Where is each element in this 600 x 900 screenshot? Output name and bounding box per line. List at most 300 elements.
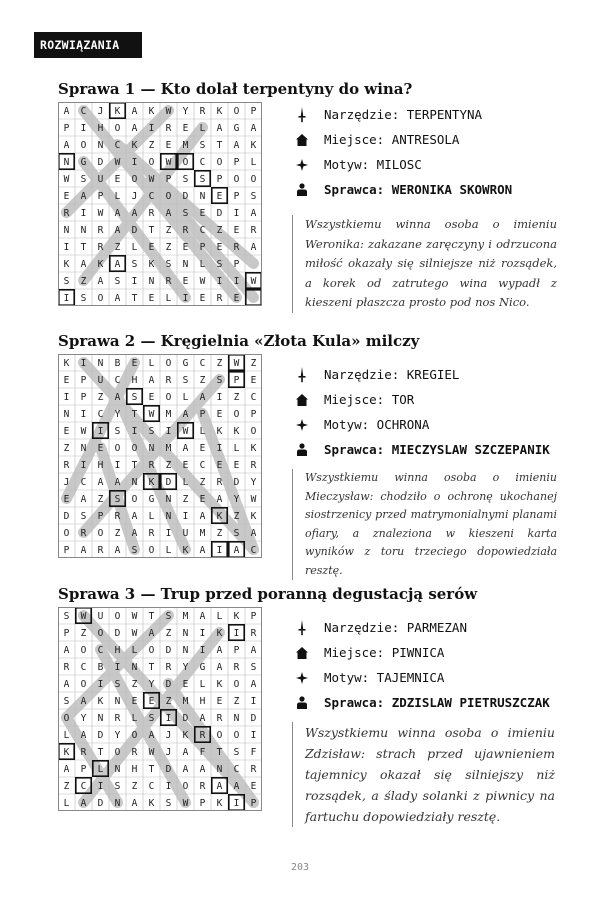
grid-letter: W xyxy=(131,611,138,622)
grid-letter: A xyxy=(63,140,70,151)
grid-letter: I xyxy=(114,460,121,471)
grid-letter: S xyxy=(131,545,138,556)
grid-letter: N xyxy=(216,764,223,775)
grid-letter: H xyxy=(114,645,121,656)
grid-letter: F xyxy=(250,747,257,758)
grid-letter: A xyxy=(131,123,138,134)
grid-letter: Y xyxy=(114,409,121,420)
grid-letter: O xyxy=(148,645,155,656)
clue-list xyxy=(296,362,586,462)
grid-letter: G xyxy=(182,358,189,369)
grid-letter: I xyxy=(199,645,206,656)
word-search-grid xyxy=(58,354,262,558)
grid-letter: K xyxy=(63,358,70,369)
grid-letter: C xyxy=(199,225,206,236)
grid-letter: N xyxy=(182,645,189,656)
clue-motive-text: Motyw: OCHRONA xyxy=(324,417,430,432)
grid-letter: A xyxy=(80,696,87,707)
grid-letter: S xyxy=(63,276,70,287)
grid-letter: L xyxy=(114,191,121,202)
grid-letter: A xyxy=(199,764,206,775)
grid-letter: S xyxy=(199,174,206,185)
grid-letter: M xyxy=(165,443,172,454)
grid-letter: I xyxy=(80,208,87,219)
grid-letter: K xyxy=(216,426,223,437)
grid-letter: D xyxy=(165,477,172,488)
grid-letter: P xyxy=(63,545,70,556)
grid-letter: A xyxy=(216,662,223,673)
grid-letter: E xyxy=(250,781,257,792)
house-icon xyxy=(296,132,308,148)
grid-letter: S xyxy=(114,679,121,690)
grid-letter: L xyxy=(63,798,70,809)
grid-letter: I xyxy=(165,528,172,539)
grid-letter: W xyxy=(80,426,87,437)
grid-letter: Y xyxy=(148,679,155,690)
grid-letter: A xyxy=(216,781,223,792)
grid-letter: O xyxy=(233,409,240,420)
grid-letter: A xyxy=(80,494,87,505)
grid-letter: A xyxy=(250,645,257,656)
grid-letter: N xyxy=(63,157,70,168)
grid-letter: E xyxy=(182,242,189,253)
grid-letter: A xyxy=(216,645,223,656)
grid-letter: T xyxy=(97,747,104,758)
grid-letter: R xyxy=(165,276,172,287)
grid-letter: A xyxy=(182,409,189,420)
person-icon xyxy=(296,442,308,458)
grid-letter: P xyxy=(233,157,240,168)
grid-letter: P xyxy=(250,106,257,117)
grid-letter: A xyxy=(148,628,155,639)
grid-letter: W xyxy=(165,106,172,117)
case-title: Sprawa 2 — Kręgielnia «Złota Kula» milczy xyxy=(58,332,420,350)
grid-letter: I xyxy=(80,123,87,134)
grid-letter: K xyxy=(233,611,240,622)
grid-letter: K xyxy=(216,798,223,809)
grid-letter: I xyxy=(165,426,172,437)
grid-letter: O xyxy=(233,730,240,741)
grid-letter: I xyxy=(250,730,257,741)
grid-letter: W xyxy=(182,798,189,809)
grid-letter: S xyxy=(250,662,257,673)
grid-letter: O xyxy=(216,730,223,741)
grid-letter: L xyxy=(131,645,138,656)
grid-letter: D xyxy=(250,713,257,724)
grid-letter: A xyxy=(199,713,206,724)
grid-letter: Z xyxy=(165,242,172,253)
grid-letter: N xyxy=(199,191,206,202)
grid-letter: W xyxy=(97,208,104,219)
grid-letter: C xyxy=(148,781,155,792)
grid-letter: R xyxy=(233,662,240,673)
grid-letter: A xyxy=(80,259,87,270)
grid-letter: O xyxy=(80,645,87,656)
grid-letter: E xyxy=(250,375,257,386)
grid-letter: I xyxy=(233,276,240,287)
grid-letter: R xyxy=(114,713,121,724)
grid-letter: S xyxy=(131,392,138,403)
grid-letter: Z xyxy=(148,140,155,151)
grid-letter: E xyxy=(233,460,240,471)
grid-letter: K xyxy=(148,106,155,117)
grid-letter: R xyxy=(250,460,257,471)
grid-letter: G xyxy=(199,662,206,673)
grid-letter: D xyxy=(165,645,172,656)
grid-letter: R xyxy=(97,242,104,253)
grid-letter: I xyxy=(131,426,138,437)
grid-letter: T xyxy=(148,764,155,775)
grid-letter: J xyxy=(63,477,70,488)
grid-letter: L xyxy=(97,764,104,775)
grid-letter: K xyxy=(97,259,104,270)
grid-letter: O xyxy=(114,611,121,622)
grid-letter: K xyxy=(182,545,189,556)
grid-letter: D xyxy=(182,713,189,724)
grid-letter: W xyxy=(131,628,138,639)
grid-letter: A xyxy=(199,545,206,556)
grid-letter: Z xyxy=(165,225,172,236)
grid-letter: R xyxy=(250,628,257,639)
grid-letter: A xyxy=(250,208,257,219)
grid-letter: E xyxy=(131,358,138,369)
grid-letter: N xyxy=(63,225,70,236)
grid-letter: I xyxy=(233,208,240,219)
grid-letter: T xyxy=(148,611,155,622)
grid-letter: C xyxy=(97,409,104,420)
grid-letter: H xyxy=(199,696,206,707)
grid-letter: S xyxy=(114,426,121,437)
grid-letter: S xyxy=(216,259,223,270)
grid-letter: S xyxy=(148,713,155,724)
grid-letter: K xyxy=(97,696,104,707)
grid-letter: E xyxy=(165,140,172,151)
clue-tool xyxy=(296,102,586,127)
clue-place xyxy=(296,127,586,152)
grid-letter: E xyxy=(148,696,155,707)
grid-letter: I xyxy=(165,781,172,792)
grid-letter: P xyxy=(199,798,206,809)
clue-list xyxy=(296,615,586,715)
grid-letter: I xyxy=(63,293,70,304)
grid-letter: D xyxy=(216,208,223,219)
grid-letter: O xyxy=(233,106,240,117)
grid-letter: Z xyxy=(165,460,172,471)
grid-letter: Z xyxy=(216,528,223,539)
grid-letter: O xyxy=(80,140,87,151)
grid-letter: C xyxy=(80,106,87,117)
grid-letter: R xyxy=(63,208,70,219)
clue-motive xyxy=(296,412,586,437)
grid-letter: A xyxy=(114,208,121,219)
grid-letter: I xyxy=(148,123,155,134)
case-note: Wszystkiemu winna osoba o imieniu Zdzisław: strach przed ujawnieniem tajemnicy okazał się silniejszy niż rozsądek, a ślady solanki z piwnicy na fartuchu dopowiedziały resztę. xyxy=(292,722,555,827)
clue-motive xyxy=(296,665,586,690)
grid-letter: B xyxy=(114,358,121,369)
grid-letter: L xyxy=(199,426,206,437)
grid-letter: R xyxy=(114,511,121,522)
clue-place-text: Miejsce: PIWNICA xyxy=(324,645,445,660)
grid-letter: T xyxy=(131,293,138,304)
grid-letter: E xyxy=(148,293,155,304)
dagger-icon xyxy=(296,620,308,636)
grid-letter: E xyxy=(216,242,223,253)
grid-letter: N xyxy=(148,443,155,454)
grid-letter: P xyxy=(63,123,70,134)
grid-letter: R xyxy=(199,106,206,117)
case-title: Sprawa 3 — Trup przed poranną degustacją serów xyxy=(58,585,478,603)
grid-letter: A xyxy=(233,140,240,151)
grid-letter: K xyxy=(216,106,223,117)
grid-letter: I xyxy=(182,511,189,522)
grid-letter: O xyxy=(216,157,223,168)
grid-letter: A xyxy=(114,477,121,488)
grid-letter: A xyxy=(165,208,172,219)
grid-letter: P xyxy=(216,174,223,185)
grid-letter: W xyxy=(148,409,155,420)
grid-letter: L xyxy=(131,242,138,253)
grid-letter: H xyxy=(97,123,104,134)
grid-letter: K xyxy=(233,426,240,437)
grid-letter: Z xyxy=(233,511,240,522)
grid-letter: S xyxy=(114,781,121,792)
grid-letter: Z xyxy=(80,628,87,639)
grid-letter: S xyxy=(165,798,172,809)
clue-culprit xyxy=(296,177,586,202)
clue-motive-text: Motyw: MILOSC xyxy=(324,157,422,172)
grid-letter: Y xyxy=(114,730,121,741)
grid-letter: O xyxy=(80,679,87,690)
grid-letter: R xyxy=(148,528,155,539)
grid-letter: L xyxy=(165,293,172,304)
grid-letter: R xyxy=(165,662,172,673)
page-number: 203 xyxy=(290,862,310,873)
clue-place xyxy=(296,387,586,412)
grid-letter: O xyxy=(233,679,240,690)
grid-letter: T xyxy=(216,140,223,151)
grid-letter: O xyxy=(250,426,257,437)
grid-letter: P xyxy=(233,259,240,270)
grid-letter: L xyxy=(182,392,189,403)
grid-letter: A xyxy=(97,477,104,488)
grid-letter: N xyxy=(80,225,87,236)
grid-letter: Z xyxy=(216,358,223,369)
grid-letter: L xyxy=(63,730,70,741)
grid-letter: C xyxy=(114,375,121,386)
grid-letter: N xyxy=(63,409,70,420)
clue-tool xyxy=(296,615,586,640)
grid-letter: A xyxy=(131,208,138,219)
grid-letter: A xyxy=(131,798,138,809)
grid-letter: B xyxy=(97,662,104,673)
grid-letter: A xyxy=(250,242,257,253)
grid-letter: P xyxy=(233,191,240,202)
grid-letter: I xyxy=(80,460,87,471)
grid-letter: Z xyxy=(165,696,172,707)
grid-letter: E xyxy=(216,696,223,707)
grid-letter: S xyxy=(80,293,87,304)
person-icon xyxy=(296,695,308,711)
grid-letter: I xyxy=(165,713,172,724)
grid-letter: U xyxy=(182,528,189,539)
grid-letter: O xyxy=(131,174,138,185)
grid-letter: P xyxy=(199,409,206,420)
grid-letter: M xyxy=(182,696,189,707)
grid-letter: E xyxy=(216,191,223,202)
grid-letter: N xyxy=(182,259,189,270)
grid-letter: G xyxy=(148,494,155,505)
grid-letter: S xyxy=(250,191,257,202)
grid-letter: C xyxy=(199,460,206,471)
grid-letter: T xyxy=(131,409,138,420)
grid-letter: N xyxy=(182,628,189,639)
grid-letter: P xyxy=(250,798,257,809)
grid-letter: O xyxy=(114,747,121,758)
grid-letter: L xyxy=(250,157,257,168)
grid-letter: P xyxy=(63,628,70,639)
grid-letter: S xyxy=(216,375,223,386)
grid-letter: R xyxy=(182,225,189,236)
grid-letter: J xyxy=(165,747,172,758)
grid-letter: Z xyxy=(131,781,138,792)
grid-letter: L xyxy=(199,259,206,270)
grid-letter: G xyxy=(233,123,240,134)
dagger-icon xyxy=(296,107,308,123)
grid-letter: A xyxy=(114,392,121,403)
grid-letter: N xyxy=(97,358,104,369)
grid-letter: O xyxy=(97,528,104,539)
grid-letter: R xyxy=(63,460,70,471)
grid-letter: A xyxy=(233,545,240,556)
grid-letter: D xyxy=(63,511,70,522)
grid-letter: I xyxy=(216,392,223,403)
grid-letter: P xyxy=(250,409,257,420)
grid-letter: E xyxy=(182,276,189,287)
clue-list xyxy=(296,102,586,202)
grid-letter: N xyxy=(97,140,104,151)
grid-letter: S xyxy=(199,140,206,151)
clue-tool-text: Narzędzie: KREGIEL xyxy=(324,367,460,382)
grid-letter: K xyxy=(216,679,223,690)
grid-letter: K xyxy=(250,443,257,454)
grid-letter: I xyxy=(233,798,240,809)
clue-culprit xyxy=(296,690,586,715)
grid-letter: A xyxy=(131,511,138,522)
grid-letter: K xyxy=(148,477,155,488)
grid-letter: D xyxy=(114,628,121,639)
grid-letter: S xyxy=(165,259,172,270)
grid-svg xyxy=(58,607,262,811)
grid-letter: Z xyxy=(131,679,138,690)
grid-letter: S xyxy=(148,426,155,437)
grid-letter: R xyxy=(148,208,155,219)
grid-letter: F xyxy=(199,747,206,758)
grid-letter: C xyxy=(80,477,87,488)
grid-letter: M xyxy=(182,140,189,151)
grid-letter: N xyxy=(131,477,138,488)
grid-letter: N xyxy=(233,713,240,724)
grid-letter: Y xyxy=(182,106,189,117)
grid-letter: A xyxy=(63,764,70,775)
grid-letter: R xyxy=(63,662,70,673)
grid-letter: P xyxy=(250,611,257,622)
grid-letter: R xyxy=(131,747,138,758)
grid-letter: E xyxy=(182,679,189,690)
grid-letter: D xyxy=(233,477,240,488)
clue-tool xyxy=(296,362,586,387)
grid-letter: N xyxy=(165,494,172,505)
grid-letter: E xyxy=(233,293,240,304)
grid-letter: R xyxy=(216,477,223,488)
grid-letter: R xyxy=(250,225,257,236)
grid-letter: S xyxy=(114,494,121,505)
grid-letter: A xyxy=(114,225,121,236)
grid-letter: L xyxy=(233,443,240,454)
grid-letter: R xyxy=(80,747,87,758)
grid-letter: A xyxy=(182,747,189,758)
grid-letter: A xyxy=(131,106,138,117)
grid-letter: L xyxy=(148,511,155,522)
grid-letter: E xyxy=(182,460,189,471)
grid-letter: U xyxy=(97,375,104,386)
grid-letter: P xyxy=(165,174,172,185)
grid-letter: Z xyxy=(114,528,121,539)
grid-letter: I xyxy=(63,242,70,253)
grid-letter: K xyxy=(216,511,223,522)
grid-letter: S xyxy=(63,696,70,707)
grid-letter: A xyxy=(80,191,87,202)
grid-letter: I xyxy=(63,392,70,403)
grid-letter: W xyxy=(250,276,257,287)
clue-tool-text: Narzędzie: PARMEZAN xyxy=(324,620,467,635)
grid-letter: R xyxy=(199,781,206,792)
case-note: Wszystkiemu winna osoba o imieniu Mieczysław: chodziło o ochronę ukochanej siostrzenicy przed matrymonialnymi planami ofiary, a znaleziona w kieszeni karta wyników z toru trzeciego dopowiedziała resztę. xyxy=(292,469,557,580)
grid-letter: A xyxy=(250,528,257,539)
grid-letter: R xyxy=(165,123,172,134)
grid-letter: E xyxy=(216,409,223,420)
grid-letter: W xyxy=(182,426,189,437)
grid-letter: E xyxy=(148,392,155,403)
grid-letter: N xyxy=(165,511,172,522)
grid-letter: E xyxy=(216,460,223,471)
grid-letter: E xyxy=(199,208,206,219)
grid-letter: J xyxy=(97,106,104,117)
case-title: Sprawa 1 — Kto dolał terpentyny do wina? xyxy=(58,80,413,98)
grid-letter: K xyxy=(63,259,70,270)
grid-letter: I xyxy=(216,443,223,454)
grid-letter: Z xyxy=(182,494,189,505)
grid-letter: O xyxy=(182,157,189,168)
grid-letter: R xyxy=(199,730,206,741)
grid-letter: R xyxy=(165,375,172,386)
grid-letter: S xyxy=(182,174,189,185)
grid-letter: P xyxy=(80,375,87,386)
grid-letter: C xyxy=(80,662,87,673)
grid-letter: O xyxy=(131,494,138,505)
grid-letter: N xyxy=(148,276,155,287)
grid-letter: I xyxy=(216,545,223,556)
grid-letter: K xyxy=(63,747,70,758)
grid-letter: A xyxy=(114,293,121,304)
solutions-badge: ROZWIĄZANIA xyxy=(34,32,142,58)
grid-letter: N xyxy=(114,798,121,809)
grid-letter: C xyxy=(114,140,121,151)
grid-letter: W xyxy=(63,174,70,185)
grid-letter: N xyxy=(114,696,121,707)
grid-letter: K xyxy=(182,730,189,741)
word-search-grid xyxy=(58,607,262,811)
grid-letter: A xyxy=(148,730,155,741)
